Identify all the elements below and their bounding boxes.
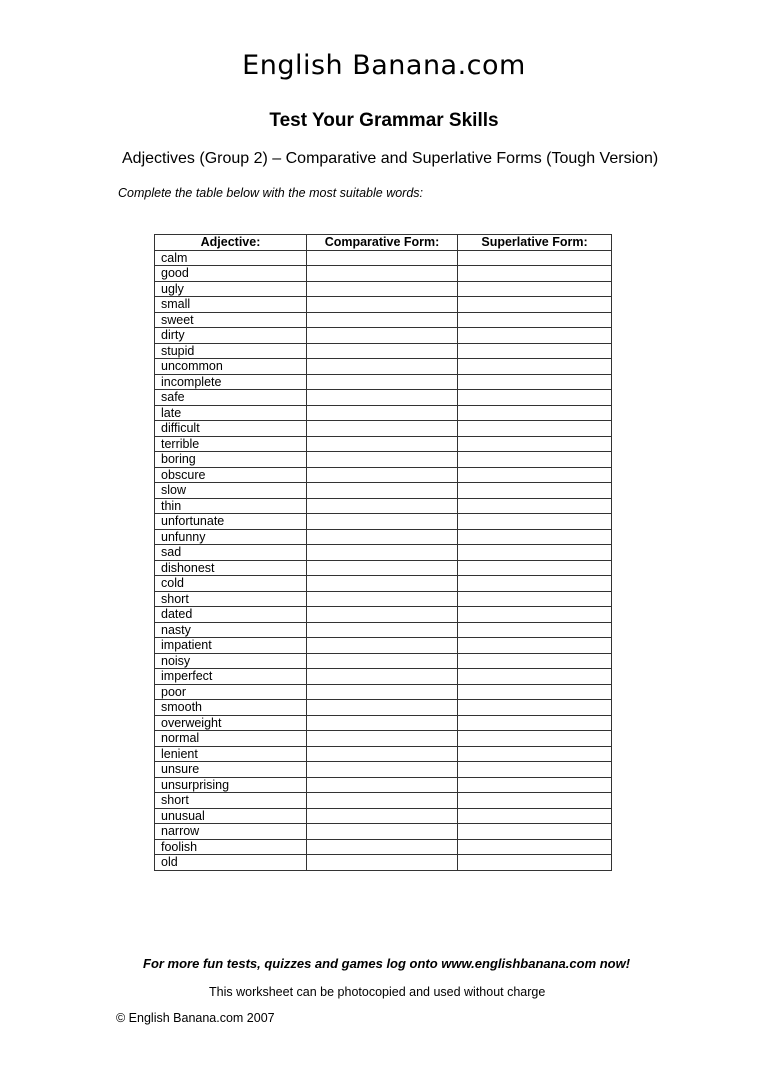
superlative-answer-cell[interactable]: [458, 746, 612, 762]
comparative-answer-cell[interactable]: [307, 297, 458, 313]
adjective-cell: boring: [155, 452, 307, 468]
adjective-cell: stupid: [155, 343, 307, 359]
superlative-answer-cell[interactable]: [458, 684, 612, 700]
comparative-answer-cell[interactable]: [307, 684, 458, 700]
table-row: [155, 312, 612, 328]
superlative-answer-cell[interactable]: [458, 421, 612, 437]
adjective-cell: terrible: [155, 436, 307, 452]
site-logo: English Banana.com: [242, 50, 526, 81]
adjective-cell: dishonest: [155, 560, 307, 576]
table-row: [155, 452, 612, 468]
superlative-answer-cell[interactable]: [458, 514, 612, 530]
adjective-cell: obscure: [155, 467, 307, 483]
adjective-cell: impatient: [155, 638, 307, 654]
adjective-cell: narrow: [155, 824, 307, 840]
table-row: [155, 855, 612, 871]
comparative-answer-cell[interactable]: [307, 576, 458, 592]
table-row: [155, 638, 612, 654]
table-row: [155, 374, 612, 390]
table-row: [155, 669, 612, 685]
comparative-answer-cell[interactable]: [307, 483, 458, 499]
table-row: [155, 390, 612, 406]
comparative-answer-cell[interactable]: [307, 281, 458, 297]
table-body: [155, 250, 612, 870]
comparative-answer-cell[interactable]: [307, 700, 458, 716]
table-row: [155, 762, 612, 778]
comparative-answer-cell[interactable]: [307, 808, 458, 824]
superlative-answer-cell[interactable]: [458, 700, 612, 716]
adjective-cell: thin: [155, 498, 307, 514]
adjective-cell: safe: [155, 390, 307, 406]
adjective-cell: uncommon: [155, 359, 307, 375]
comparative-answer-cell[interactable]: [307, 591, 458, 607]
superlative-answer-cell[interactable]: [458, 777, 612, 793]
adjective-cell: small: [155, 297, 307, 313]
comparative-answer-cell[interactable]: [307, 374, 458, 390]
header-superlative: Superlative Form:: [458, 235, 612, 251]
adjective-cell: incomplete: [155, 374, 307, 390]
comparative-answer-cell[interactable]: [307, 762, 458, 778]
superlative-answer-cell[interactable]: [458, 328, 612, 344]
table-row: [155, 591, 612, 607]
comparative-answer-cell[interactable]: [307, 731, 458, 747]
table-row: [155, 529, 612, 545]
comparative-answer-cell[interactable]: [307, 529, 458, 545]
comparative-answer-cell[interactable]: [307, 653, 458, 669]
superlative-answer-cell[interactable]: [458, 297, 612, 313]
adjective-cell: calm: [155, 250, 307, 266]
comparative-answer-cell[interactable]: [307, 343, 458, 359]
header-adjective: Adjective:: [155, 235, 307, 251]
table-row: [155, 684, 612, 700]
superlative-answer-cell[interactable]: [458, 622, 612, 638]
superlative-answer-cell[interactable]: [458, 359, 612, 375]
table-row: [155, 514, 612, 530]
adjective-cell: normal: [155, 731, 307, 747]
adjective-cell: dated: [155, 607, 307, 623]
superlative-answer-cell[interactable]: [458, 467, 612, 483]
superlative-answer-cell[interactable]: [458, 266, 612, 282]
comparative-answer-cell[interactable]: [307, 777, 458, 793]
comparative-answer-cell[interactable]: [307, 638, 458, 654]
superlative-answer-cell[interactable]: [458, 762, 612, 778]
superlative-answer-cell[interactable]: [458, 436, 612, 452]
adjective-cell: short: [155, 793, 307, 809]
table-row: [155, 653, 612, 669]
adjective-cell: imperfect: [155, 669, 307, 685]
adjective-cell: good: [155, 266, 307, 282]
superlative-answer-cell[interactable]: [458, 560, 612, 576]
superlative-answer-cell[interactable]: [458, 545, 612, 561]
superlative-answer-cell[interactable]: [458, 793, 612, 809]
comparative-answer-cell[interactable]: [307, 250, 458, 266]
table-row: [155, 467, 612, 483]
superlative-answer-cell[interactable]: [458, 281, 612, 297]
table-row: [155, 839, 612, 855]
table-row: [155, 715, 612, 731]
comparative-answer-cell[interactable]: [307, 855, 458, 871]
comparative-answer-cell[interactable]: [307, 545, 458, 561]
comparative-answer-cell[interactable]: [307, 452, 458, 468]
superlative-answer-cell[interactable]: [458, 715, 612, 731]
superlative-answer-cell[interactable]: [458, 452, 612, 468]
adjective-cell: noisy: [155, 653, 307, 669]
page-title: Test Your Grammar Skills: [269, 110, 499, 131]
comparative-answer-cell[interactable]: [307, 514, 458, 530]
adjective-cell: old: [155, 855, 307, 871]
comparative-answer-cell[interactable]: [307, 839, 458, 855]
table-row: [155, 328, 612, 344]
adjective-cell: unfortunate: [155, 514, 307, 530]
adjective-cell: unfunny: [155, 529, 307, 545]
adjective-cell: unsure: [155, 762, 307, 778]
instructions: Complete the table below with the most suitable words:: [118, 186, 424, 200]
adjective-cell: sad: [155, 545, 307, 561]
superlative-answer-cell[interactable]: [458, 808, 612, 824]
worksheet-subtitle: Adjectives (Group 2) – Comparative and Superlative Forms (Tough Version): [122, 150, 659, 167]
superlative-answer-cell[interactable]: [458, 343, 612, 359]
adjective-cell: ugly: [155, 281, 307, 297]
superlative-answer-cell[interactable]: [458, 591, 612, 607]
table-row: [155, 266, 612, 282]
superlative-answer-cell[interactable]: [458, 312, 612, 328]
table-row: [155, 421, 612, 437]
adjective-cell: unsurprising: [155, 777, 307, 793]
comparative-answer-cell[interactable]: [307, 266, 458, 282]
adjective-cell: slow: [155, 483, 307, 499]
promo-text: For more fun tests, quizzes and games log onto www.englishbanana.com now!: [143, 956, 631, 971]
comparative-answer-cell[interactable]: [307, 498, 458, 514]
table-row: [155, 622, 612, 638]
superlative-answer-cell[interactable]: [458, 529, 612, 545]
superlative-answer-cell[interactable]: [458, 669, 612, 685]
worksheet-table: [154, 234, 612, 871]
table-row: [155, 483, 612, 499]
superlative-answer-cell[interactable]: [458, 483, 612, 499]
superlative-answer-cell[interactable]: [458, 839, 612, 855]
table-row: [155, 777, 612, 793]
superlative-answer-cell[interactable]: [458, 824, 612, 840]
table-row: [155, 560, 612, 576]
table-row: [155, 281, 612, 297]
table-row: [155, 746, 612, 762]
comparative-answer-cell[interactable]: [307, 560, 458, 576]
adjective-cell: difficult: [155, 421, 307, 437]
table-row: [155, 731, 612, 747]
adjective-cell: poor: [155, 684, 307, 700]
comparative-answer-cell[interactable]: [307, 436, 458, 452]
superlative-answer-cell[interactable]: [458, 374, 612, 390]
comparative-answer-cell[interactable]: [307, 312, 458, 328]
header-comparative: Comparative Form:: [307, 235, 458, 251]
superlative-answer-cell[interactable]: [458, 390, 612, 406]
comparative-answer-cell[interactable]: [307, 824, 458, 840]
table-row: [155, 405, 612, 421]
comparative-answer-cell[interactable]: [307, 622, 458, 638]
comparative-answer-cell[interactable]: [307, 669, 458, 685]
permission-note: This worksheet can be photocopied and used without charge: [209, 985, 546, 999]
superlative-answer-cell[interactable]: [458, 855, 612, 871]
comparative-answer-cell[interactable]: [307, 746, 458, 762]
adjective-cell: lenient: [155, 746, 307, 762]
adjective-cell: short: [155, 591, 307, 607]
superlative-answer-cell[interactable]: [458, 731, 612, 747]
table-row: [155, 576, 612, 592]
adjective-cell: smooth: [155, 700, 307, 716]
comparative-answer-cell[interactable]: [307, 793, 458, 809]
comparative-answer-cell[interactable]: [307, 421, 458, 437]
table-row: [155, 343, 612, 359]
adjective-cell: sweet: [155, 312, 307, 328]
adjective-cell: cold: [155, 576, 307, 592]
comparative-answer-cell[interactable]: [307, 405, 458, 421]
superlative-answer-cell[interactable]: [458, 653, 612, 669]
comparative-answer-cell[interactable]: [307, 328, 458, 344]
superlative-answer-cell[interactable]: [458, 498, 612, 514]
comparative-answer-cell[interactable]: [307, 359, 458, 375]
adjective-cell: foolish: [155, 839, 307, 855]
superlative-answer-cell[interactable]: [458, 576, 612, 592]
table-row: [155, 607, 612, 623]
table-header-row: [155, 235, 612, 251]
comparative-answer-cell[interactable]: [307, 467, 458, 483]
superlative-answer-cell[interactable]: [458, 638, 612, 654]
adjective-cell: nasty: [155, 622, 307, 638]
table-row: [155, 297, 612, 313]
table-row: [155, 824, 612, 840]
superlative-answer-cell[interactable]: [458, 607, 612, 623]
table-row: [155, 436, 612, 452]
superlative-answer-cell[interactable]: [458, 250, 612, 266]
adjective-cell: dirty: [155, 328, 307, 344]
adjective-cell: overweight: [155, 715, 307, 731]
superlative-answer-cell[interactable]: [458, 405, 612, 421]
adjective-cell: unusual: [155, 808, 307, 824]
adjective-cell: late: [155, 405, 307, 421]
table-row: [155, 359, 612, 375]
comparative-answer-cell[interactable]: [307, 390, 458, 406]
comparative-answer-cell[interactable]: [307, 607, 458, 623]
copyright: © English Banana.com 2007: [116, 1011, 275, 1025]
table-row: [155, 808, 612, 824]
table-row: [155, 545, 612, 561]
table-row: [155, 498, 612, 514]
table-row: [155, 250, 612, 266]
comparative-answer-cell[interactable]: [307, 715, 458, 731]
table-row: [155, 700, 612, 716]
table-row: [155, 793, 612, 809]
